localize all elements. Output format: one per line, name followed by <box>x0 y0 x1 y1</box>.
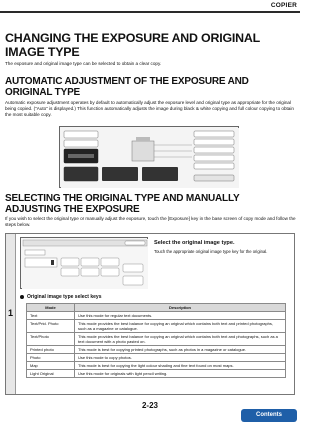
description-cell: Use this mode for originals with light pencil writing. <box>75 370 286 378</box>
image-type-table <box>26 303 286 378</box>
intro-text: The exposure and original image type can be selected to obtain a clear copy. <box>5 61 162 66</box>
description-cell: This mode is best for copying printed photographs, such as photos in a magazine or catalogue. <box>75 346 286 354</box>
base-screen-graphic <box>60 127 240 189</box>
page-title: CHANGING THE EXPOSURE AND ORIGINAL IMAGE TYPE <box>5 31 260 59</box>
table-header-row <box>27 304 286 312</box>
header-description: Description <box>75 304 286 312</box>
bullet-dot-icon <box>20 295 24 299</box>
step-title: Select the original image type. <box>154 240 235 246</box>
table-row <box>27 346 286 354</box>
table-row <box>27 312 286 320</box>
mode-cell: Text/Prtd. Photo <box>27 320 75 333</box>
step-number: 1 <box>8 308 14 318</box>
mode-cell: Printed photo <box>27 346 75 354</box>
bullet-heading-text: Original image type select keys <box>27 294 102 300</box>
description-cell: This mode provides the best balance for copying an original which contains both text and printed photographs, such as a magazine or catalogue. <box>75 320 286 333</box>
mode-cell: Light Original <box>27 370 75 378</box>
table-row <box>27 354 286 362</box>
contents-button[interactable]: Contents <box>241 409 297 422</box>
table-row <box>27 320 286 333</box>
mode-cell: Map <box>27 362 75 370</box>
description-cell: This mode is best for copying the light colour shading and fine text found on most maps. <box>75 362 286 370</box>
table-row <box>27 370 286 378</box>
manual-heading: SELECTING THE ORIGINAL TYPE AND MANUALLY ADJUSTING THE EXPOSURE <box>5 193 240 215</box>
exposure-screen-graphic <box>21 238 149 290</box>
table-row <box>27 362 286 370</box>
step-panel <box>5 233 295 395</box>
step-text: Touch the appropriate original image type key for the original. <box>154 249 268 254</box>
exposure-screen-illustration <box>20 237 148 289</box>
bullet-heading <box>20 294 101 300</box>
header-rule <box>0 11 300 13</box>
step-number-bar <box>6 234 16 394</box>
description-cell: Use this mode to copy photos. <box>75 354 286 362</box>
manual-body: If you wish to select the original type or manually adjust the exposure, touch the [Exposure] key in the base screen of copy mode and follow the steps below. <box>5 216 296 227</box>
base-screen-illustration <box>59 126 239 188</box>
header-mode: Mode <box>27 304 75 312</box>
description-cell: This mode provides the best balance for copying an original which contains both text and photographs, such as a text document with a photo pasted on. <box>75 333 286 346</box>
auto-heading: AUTOMATIC ADJUSTMENT OF THE EXPOSURE AND ORIGINAL TYPE <box>5 76 249 98</box>
mode-cell: Text <box>27 312 75 320</box>
description-cell: Use this mode for regular text documents. <box>75 312 286 320</box>
auto-body: Automatic exposure adjustment operates by default to automatically adjust the exposure level and original type as appropriate for the original being copied. ("Auto" is displayed.) This function automatically adjusts the image during black & white copying and full colour copying to obtain the most suitable copy. <box>5 100 294 117</box>
section-label: COPIER <box>270 2 297 9</box>
page-header <box>0 0 300 14</box>
mode-cell: Photo <box>27 354 75 362</box>
page-number: 2-23 <box>141 401 158 410</box>
table-row <box>27 333 286 346</box>
mode-cell: Text/Photo <box>27 333 75 346</box>
